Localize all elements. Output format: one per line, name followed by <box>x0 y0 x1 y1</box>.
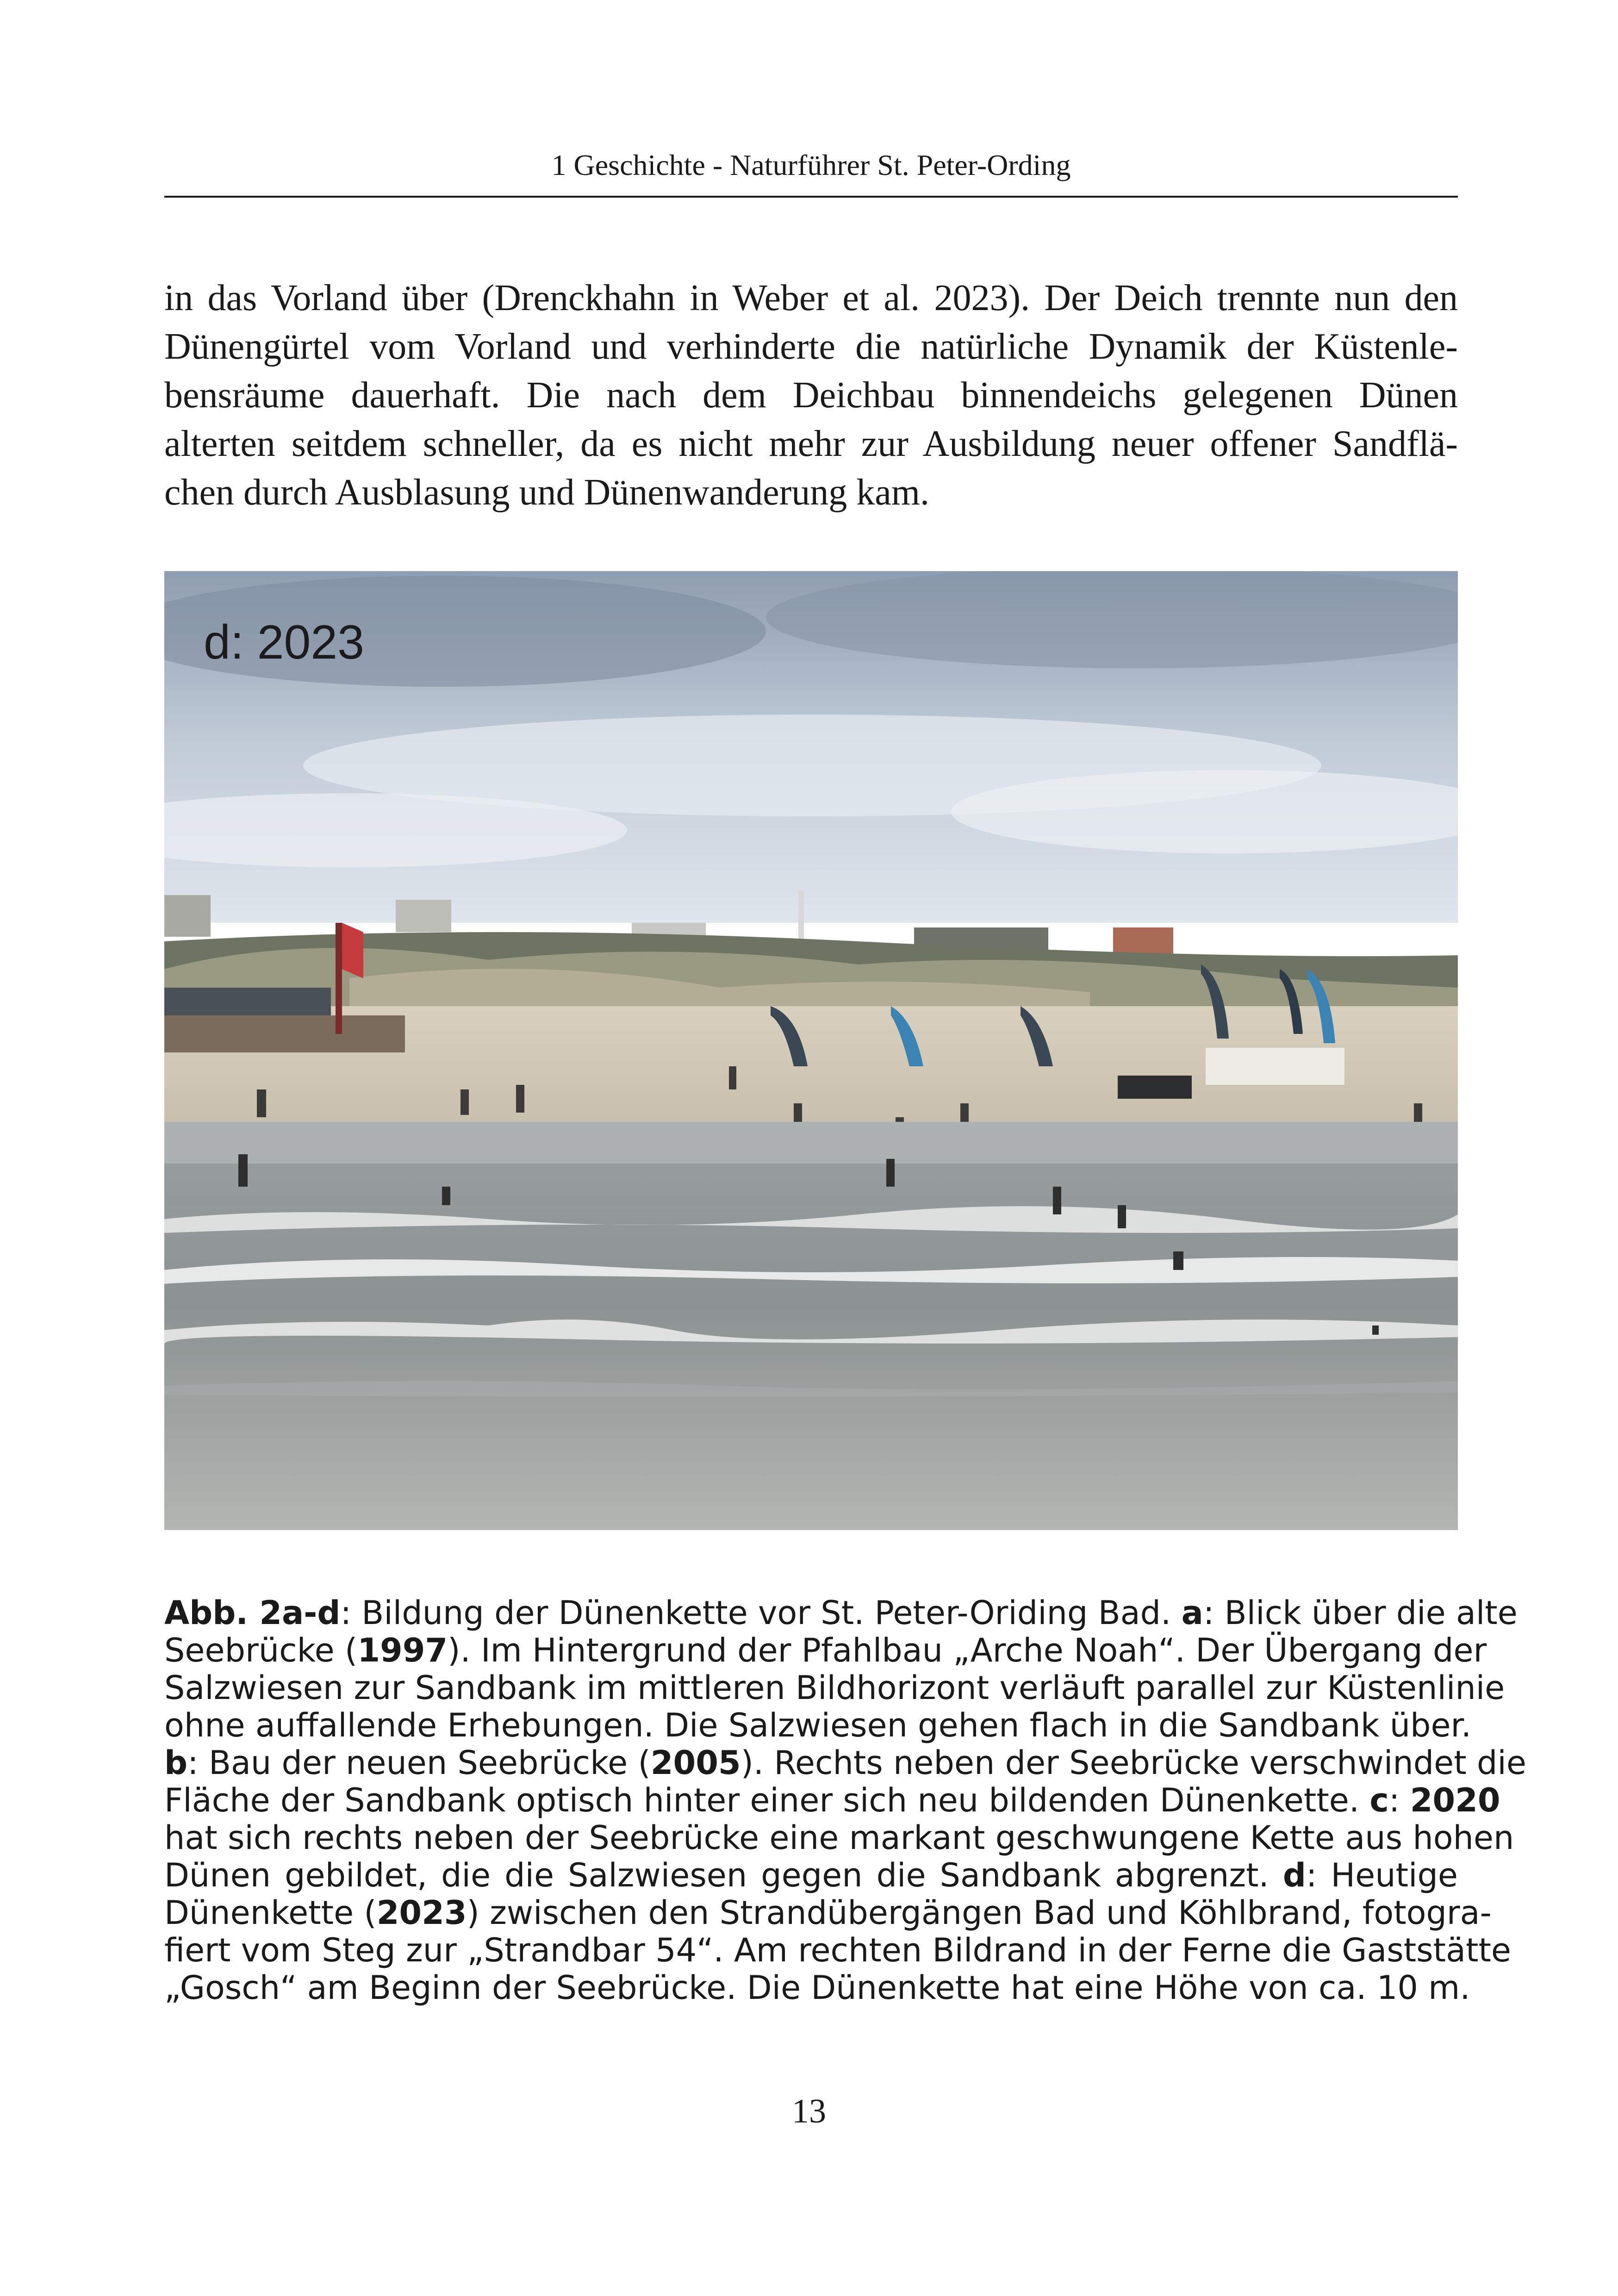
body-line: alterten seitdem schneller, da es nicht mehr zur Ausbildung neuer offener Sandflä- <box>164 423 1458 464</box>
caption-line: ohne auffallende Erhebungen. Die Salzwiesen gehen flach in die Sandbank über. <box>164 1706 1472 1744</box>
beach-photo <box>164 571 1458 1530</box>
photo-label: d: 2023 <box>204 616 364 669</box>
caption-line: fiert vom Steg zur „Strandbar 54“. Am rechten Bildrand in der Ferne die Gaststätte <box>164 1931 1511 1969</box>
caption-line: Seebrücke (1997). Im Hintergrund der Pfahlbau „Arche Noah“. Der Übergang der <box>164 1631 1487 1669</box>
header-rule <box>164 196 1458 198</box>
figure-reference: Abb. 2a-d <box>164 1594 341 1632</box>
figure-caption <box>164 1594 1526 2007</box>
body-line: in das Vorland über (Drenckhahn in Weber et al. 2023). Der Deich trennte nun den <box>164 278 1458 318</box>
caption-line: hat sich rechts neben der Seebrücke eine markant geschwungene Kette aus hohen <box>164 1819 1514 1857</box>
caption-line: b: Bau der neuen Seebrücke (2005). Rechts neben der Seebrücke verschwindet die <box>164 1744 1526 1782</box>
caption-line: Fläche der Sandbank optisch hinter einer sich neu bildenden Dünenkette. c: 2020 <box>164 1781 1500 1819</box>
body-line: bensräume dauerhaft. Die nach dem Deichbau binnendeichs gelegenen Dünen <box>164 375 1458 416</box>
body-line: chen durch Ausblasung und Dünenwanderung kam. <box>164 472 929 513</box>
caption-line: Dünen gebildet, die die Salzwiesen gegen die Sandbank abgrenzt. d: Heutige <box>164 1856 1458 1894</box>
beach-scene-illustration <box>164 571 1458 1530</box>
running-header: 1 Geschichte - Naturführer St. Peter-Ording <box>551 149 1071 181</box>
body-line: Dünengürtel vom Vorland und verhinderte die natürliche Dynamik der Küstenle- <box>164 326 1458 367</box>
caption-line: Abb. 2a-d: Bildung der Dünenkette vor St. Peter-Oriding Bad. a: Blick über die alte <box>164 1594 1518 1632</box>
page-number: 13 <box>792 2092 826 2130</box>
caption-line: „Gosch“ am Beginn der Seebrücke. Die Dünenkette hat eine Höhe von ca. 10 m. <box>164 1969 1470 2007</box>
body-paragraph <box>164 274 1458 517</box>
caption-line: Dünenkette (2023) zwischen den Strandübergängen Bad und Köhlbrand, fotogra- <box>164 1894 1492 1932</box>
caption-line: Salzwiesen zur Sandbank im mittleren Bildhorizont verläuft parallel zur Küstenlinie <box>164 1669 1505 1707</box>
